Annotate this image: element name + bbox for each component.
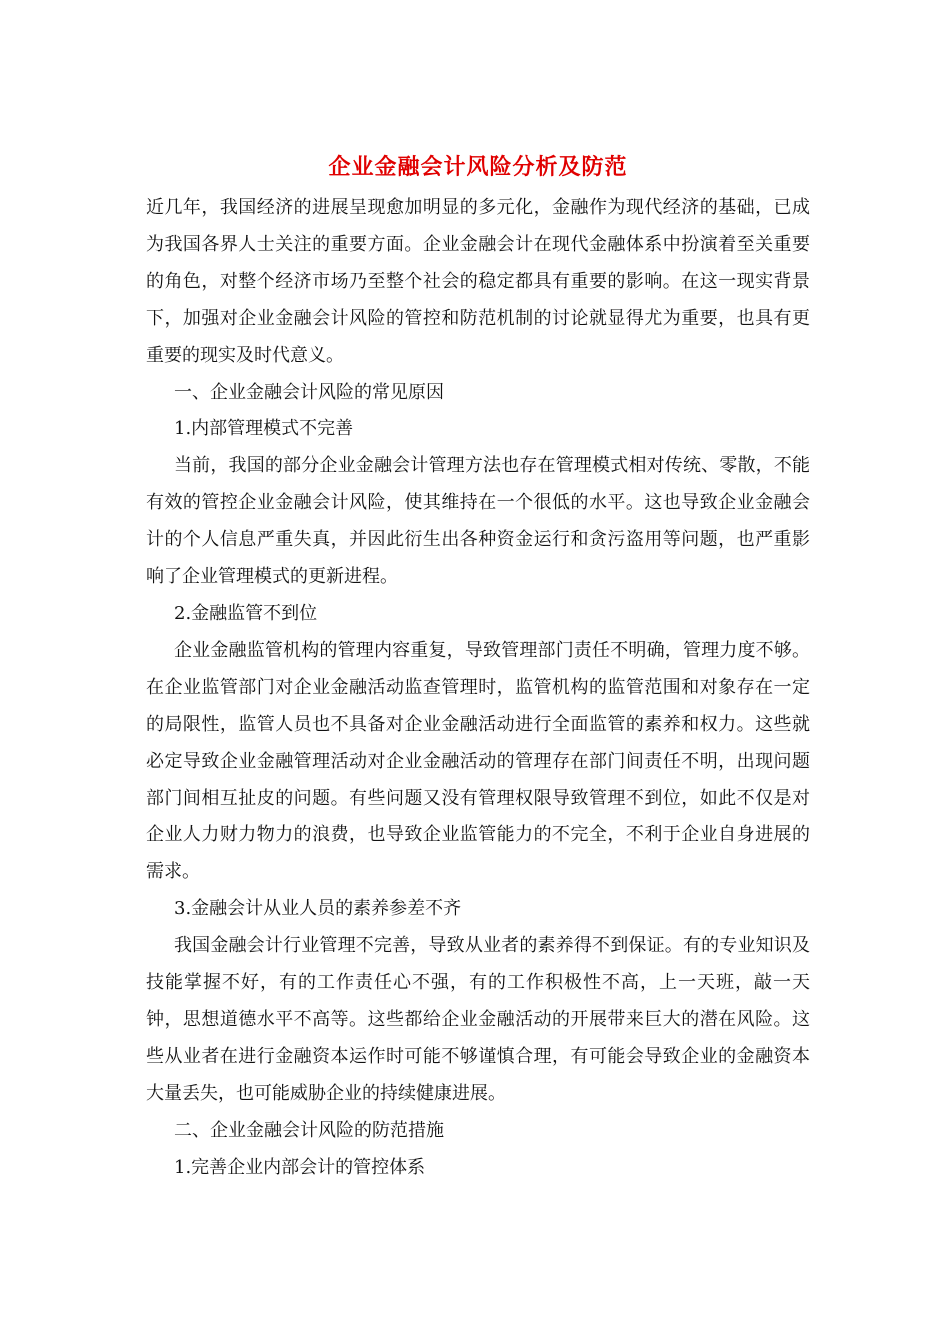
subheading-staff-quality: 3.金融会计从业人员的素养参差不齐: [174, 898, 462, 920]
section-heading-causes: 一、企业金融会计风险的常见原因: [174, 381, 444, 403]
document-page: [146, 150, 810, 1186]
paragraph-staff-quality: 我国金融会计行业管理不完善，导致从业者的素养得不到保证。有的专业知识及技能掌握不好，有的工作责任心不强，有的工作积极性不高，上一天班，敲一天钟，思想道德水平不高等。这些都给企业金融活动的开展带来巨大的潜在风险。这些从业者在进行金融资本运作时可能不够谨慎合理，有可能会导致企业的金融资本大量丢失，也可能威胁企业的持续健康进展。: [146, 935, 810, 1104]
paragraph-intro: 近几年，我国经济的进展呈现愈加明显的多元化，金融作为现代经济的基础，已成为我国各界人士关注的重要方面。企业金融会计在现代金融体系中扮演着至关重要的角色，对整个经济市场乃至整个社会的稳定都具有重要的影响。在这一现实背景下，加强对企业金融会计风险的管控和防范机制的讨论就显得尤为重要，也具有更重要的现实及时代意义。: [146, 197, 810, 366]
document-title: 企业金融会计风险分析及防范: [328, 154, 628, 180]
subheading-control-system: 1.完善企业内部会计的管控体系: [174, 1156, 426, 1178]
subheading-internal-management: 1.内部管理模式不完善: [174, 418, 354, 440]
paragraph-internal-management: 当前，我国的部分企业金融会计管理方法也存在管理模式相对传统、零散，不能有效的管控企业金融会计风险，使其维持在一个很低的水平。这也导致企业金融会计的个人信息严重失真，并因此衍生出各种资金运行和贪污盗用等问题，也严重影响了企业管理模式的更新进程。: [146, 455, 810, 588]
section-heading-measures: 二、企业金融会计风险的防范措施: [174, 1119, 444, 1141]
subheading-supervision: 2.金融监管不到位: [174, 602, 318, 624]
paragraph-supervision: 企业金融监管机构的管理内容重复，导致管理部门责任不明确，管理力度不够。在企业监管部门对企业金融活动监查管理时，监管机构的监管范围和对象存在一定的局限性，监管人员也不具备对企业金融活动进行全面监管的素养和权力。这些就必定导致企业金融管理活动对企业金融活动的管理存在部门间责任不明，出现问题部门间相互扯皮的问题。有些问题又没有管理权限导致管理不到位，如此不仅是对企业人力财力物力的浪费，也导致企业监管能力的不完全，不利于企业自身进展的需求。: [146, 639, 810, 883]
